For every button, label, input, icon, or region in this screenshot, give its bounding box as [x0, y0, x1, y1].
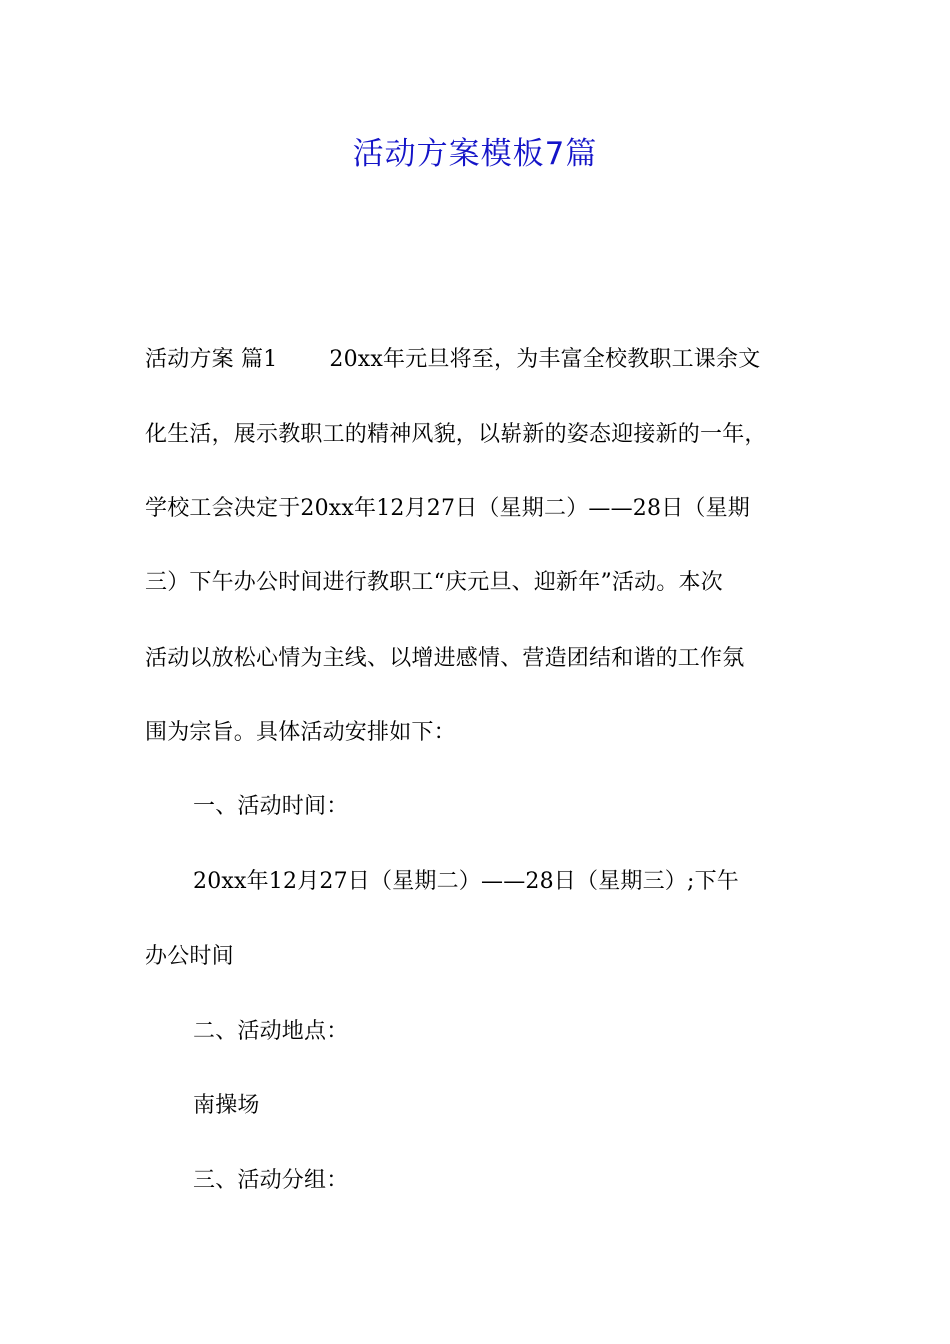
- paragraph-line-6: 围为宗旨。具体活动安排如下：: [145, 720, 456, 745]
- section-heading-groups: 三、活动分组：: [193, 1168, 349, 1193]
- paragraph-text: 20xx年元旦将至，为丰富全校教职工课余文: [329, 347, 761, 372]
- location-detail: 南操场: [193, 1093, 260, 1118]
- section-heading-location: 二、活动地点：: [193, 1019, 349, 1044]
- section-heading-label: 活动方案 篇1: [145, 347, 278, 372]
- paragraph-line-4: 三）下午办公时间进行教职工“庆元旦、迎新年”活动。本次: [145, 570, 723, 595]
- paragraph-line-5: 活动以放松心情为主线、以增进感情、营造团结和谐的工作氛: [145, 646, 745, 671]
- paragraph-line-1: [145, 345, 760, 375]
- paragraph-line-3: 学校工会决定于20xx年12月27日（星期二）——28日（星期: [145, 496, 750, 521]
- time-detail-line-1: 20xx年12月27日（星期二）——28日（星期三）;下午: [193, 869, 740, 894]
- document-title: 活动方案模板7篇: [352, 136, 598, 172]
- time-detail-line-2: 办公时间: [145, 944, 234, 969]
- paragraph-line-2: 化生活，展示教职工的精神风貌，以崭新的姿态迎接新的一年，: [145, 422, 767, 447]
- section-heading-time: 一、活动时间：: [193, 794, 349, 819]
